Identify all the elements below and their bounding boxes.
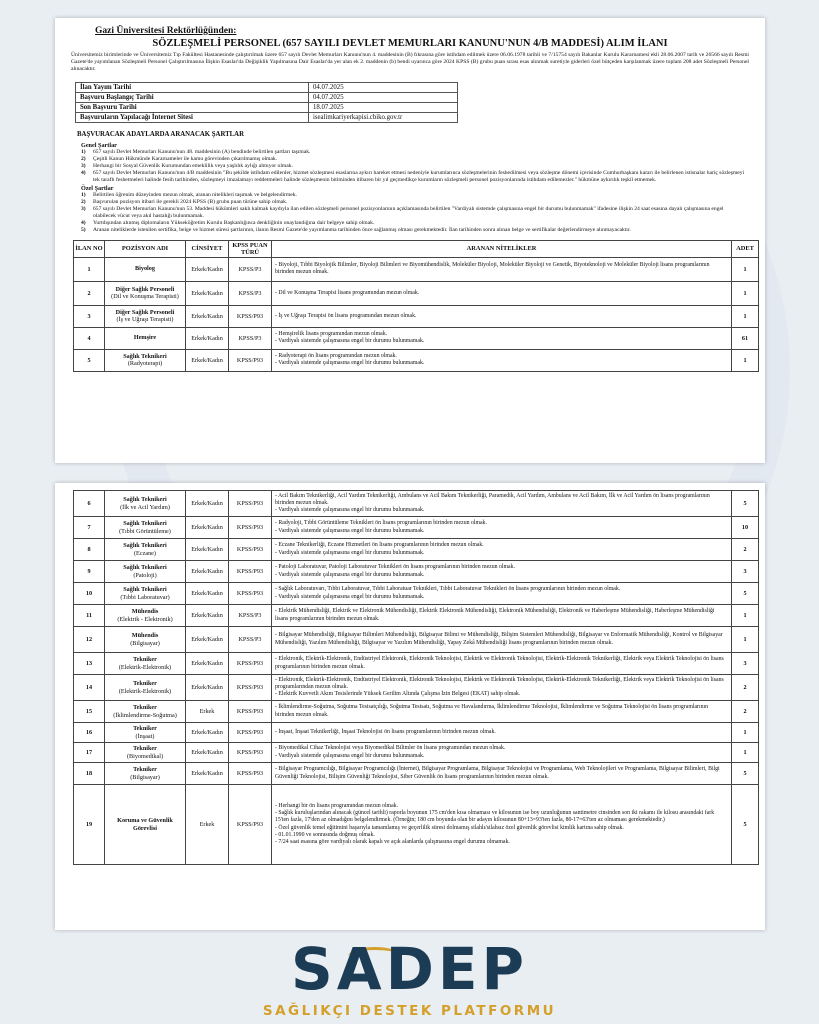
position-gender: Erkek/Kadın <box>186 605 229 627</box>
position-gender: Erkek/Kadın <box>186 763 229 785</box>
position-requirements <box>272 653 732 675</box>
position-subtitle: (Bilgisayar) <box>130 639 160 647</box>
condition-text: 657 sayılı Devlet Memurları Kanunu'nun 4/B maddesinin "Bu şekilde istihdam edilenler, hizmet sözleşmesi esaslarına aykırı hareket etmesi nedeniyle kurumlarınca sözleşmelerinin feshedilmesi veya sözleşme dönemi içerisinde Cumhurbaşkanı kararı ile belirlenen istisnalar hariç sözleşmeyi tek taraflı feshetmeleri halinde fesih tarihinden, sözleşmeyi imzalamayı reddetmeleri halinde sözleşmenin bitiminden itibaren bir yıl geçmedikçe kurumların sözleşmeli personel pozisyonlarında istihdam edilemezler." hükmüne aykırılık teşkil etmemek. <box>93 169 745 183</box>
position-kpss: KPSS/P93 <box>229 723 272 743</box>
date-value: 04.07.2025 <box>309 82 458 92</box>
position-count: 2 <box>732 701 759 723</box>
table-row <box>74 257 759 281</box>
position-name-cell <box>105 539 186 561</box>
position-count: 1 <box>732 305 759 327</box>
table-row <box>74 349 759 371</box>
table-row <box>74 605 759 627</box>
position-gender: Erkek <box>186 701 229 723</box>
position-name-cell <box>105 491 186 517</box>
position-title: Koruma ve Güvenlik Görevlisi <box>117 817 173 832</box>
position-gender: Erkek/Kadın <box>186 675 229 701</box>
col-header-count: ADET <box>732 240 759 257</box>
position-subtitle: (Bilgisayar) <box>130 773 160 781</box>
position-gender: Erkek/Kadın <box>186 349 229 371</box>
position-count: 1 <box>732 605 759 627</box>
position-gender: Erkek/Kadın <box>186 517 229 539</box>
positions-table-1 <box>73 240 759 372</box>
position-name-cell <box>105 723 186 743</box>
position-title: Mühendis <box>131 632 159 640</box>
condition-number: 4) <box>81 219 86 226</box>
position-count: 1 <box>732 281 759 305</box>
position-subtitle: (İklimlendirme-Soğutma) <box>113 711 177 719</box>
position-subtitle: (Patoloji) <box>133 571 157 579</box>
requirement-line: - Hemşirelik lisans programından mezun olmak. <box>275 330 388 337</box>
condition-text: Başvurulan pozisyon itibari ile gerekli 2024 KPSS (B) grubu puan türüne sahip olmak. <box>93 198 288 205</box>
position-kpss: KPSS/P93 <box>229 561 272 583</box>
position-title: Tekniker <box>133 680 157 688</box>
position-title: Tekniker <box>133 704 157 712</box>
condition-item <box>81 156 747 163</box>
date-label: İlan Yayım Tarihi <box>76 82 309 92</box>
condition-number: 2) <box>81 198 86 205</box>
position-name-cell <box>105 675 186 701</box>
position-subtitle: (Eczane) <box>134 549 156 557</box>
general-conditions-list <box>81 149 747 184</box>
brand-logo: SADEP <box>291 935 528 1003</box>
requirement-line: - Biyomedikal Cihaz Teknolojisi veya Biyomedikal Bilimler ön lisans programından mezun olmak. <box>275 745 506 752</box>
position-gender: Erkek/Kadın <box>186 723 229 743</box>
condition-text: Yurtdışından alınmış diplomaların Yükseköğretim Kurulu Başkanlığınca denkliğinin onaylandığına dair belgeye sahip olmak. <box>93 219 375 226</box>
position-name-cell <box>105 763 186 785</box>
col-header-gender: CİNSİYET <box>186 240 229 257</box>
date-value: isealimkariyerkapisi.cbiko.gov.tr <box>309 112 458 122</box>
condition-number: 3) <box>81 162 86 169</box>
requirement-line: - Dil ve Konuşma Terapisi lisans programından mezun olmak. <box>275 289 420 296</box>
position-subtitle: (Elektrik-Elektronik) <box>118 687 172 695</box>
position-kpss: KPSS/P93 <box>229 701 272 723</box>
condition-number: 5) <box>81 226 86 233</box>
position-number: 9 <box>74 561 105 583</box>
position-subtitle: (Dil ve Konuşma Terapisti) <box>111 293 179 301</box>
col-header-requirements: ARANAN NİTELİKLER <box>272 240 732 257</box>
table-header-row <box>74 240 759 257</box>
position-number: 11 <box>74 605 105 627</box>
requirement-line: - Acil Bakım Teknikerliği, Acil Yardım Teknikerliği, Ambulans ve Acil Bakım Teknikerliği, Paramedik, Acil Yardım, Ambulans ve Acil Bakım, İlk ve Acil Yardım ön lisans programlarının birinden mezun olmak. <box>275 492 710 506</box>
position-kpss: KPSS/P3 <box>229 627 272 653</box>
table-row <box>74 305 759 327</box>
position-number: 13 <box>74 653 105 675</box>
condition-item <box>81 227 747 234</box>
position-title: Hemşire <box>133 334 157 342</box>
requirement-line: - Sağlık kuruluşlarından alınacak (güncel tarihli) raporla boyunun 175 cm'den kısa olmaması ve kilosunun ise boy uzunluğunun santimetre cinsinden son iki rakamı ile kilosu arasındaki fark 15'ten fazla, 17'den az olmadığını belgelendirmek. (Örneğin; 180 cm boyunda olan bir adayın kilosunun 80+13=93'ten fazla, 80-17=63'ten az olmaması gerekmektedir.) <box>275 810 715 824</box>
position-number: 10 <box>74 583 105 605</box>
position-number: 14 <box>74 675 105 701</box>
position-number: 2 <box>74 281 105 305</box>
position-kpss: KPSS/P3 <box>229 257 272 281</box>
position-number: 3 <box>74 305 105 327</box>
condition-number: 2) <box>81 155 86 162</box>
requirement-line: - Elektronik, Elektrik-Elektronik, Endüstriyel Elektronik, Elektronik Teknolojisi, Elektrik ve Elektronik Teknolojisi, Elektrik-Elektronik Teknikerliği, Elektrik veya Elektrik Teknolojisi ön lisans programlarının birinden mezun olmak. <box>275 656 724 670</box>
requirement-line: - Elektrik Kuvvetli Akım Tesislerinde Yüksek Gerilim Altında Çalışma İzin Belgesi (EKAT) sahip olmak. <box>275 691 521 698</box>
special-conditions-title: Özel Şartlar <box>81 184 114 192</box>
position-title: Mühendis <box>131 608 159 616</box>
document-page-1 <box>55 18 765 463</box>
position-count: 3 <box>732 561 759 583</box>
date-row <box>76 102 458 112</box>
position-count: 61 <box>732 327 759 349</box>
requirement-line: - Radyoterapi ön lisans programından mezun olmak. <box>275 352 397 359</box>
position-name-cell <box>105 561 186 583</box>
position-subtitle: (Tıbbi Laboratuvar) <box>120 593 170 601</box>
requirement-line: - 7/24 saat esasına göre vardiyalı olarak kapalı ve açık alanlarda çalışmasına engel durumu olmamak. <box>275 838 510 845</box>
position-name-cell <box>105 305 186 327</box>
position-name-cell <box>105 785 186 865</box>
position-number: 1 <box>74 257 105 281</box>
requirement-line: - İş ve Uğraşı Terapisi ön lisans programından mezun olmak. <box>275 312 417 319</box>
position-requirements <box>272 785 732 865</box>
condition-item <box>81 170 747 184</box>
table-row <box>74 763 759 785</box>
position-title: Tekniker <box>133 725 157 733</box>
position-title: Sağlık Teknikeri <box>123 520 167 528</box>
position-requirements <box>272 539 732 561</box>
position-gender: Erkek/Kadın <box>186 257 229 281</box>
requirement-line: - Patoloji Laboratuvar, Patoloji Laboratuvar Teknikleri ön lisans programlarının birinden mezun olmak. <box>275 564 515 571</box>
requirement-line: - Sağlık Laboratuvarı, Tıbbi Laboratuvar, Tıbbi Laboratuar Teknikleri, Tıbbi Laboratuvar Teknikleri ön lisans programlarının birinden mezun olmak. <box>275 586 621 593</box>
position-title: Tekniker <box>133 766 157 774</box>
position-kpss: KPSS/P3 <box>229 281 272 305</box>
table-row <box>74 743 759 763</box>
requirement-line: - Elektrik Mühendisliği, Elektrik ve Elektronik Mühendisliği, Elektrik Elektronik Mühendisliği, Elektronik Mühendisliği, Elektronik ve Haberleşme Mühendisliği, Haberleşme Mühendisliği lisans programlarının birinden mezun olmak. <box>275 608 715 622</box>
date-value: 04.07.2025 <box>309 92 458 102</box>
table-row <box>74 327 759 349</box>
position-count: 2 <box>732 675 759 701</box>
position-subtitle: (İnşaat) <box>135 732 155 740</box>
position-kpss: KPSS/P93 <box>229 653 272 675</box>
position-kpss: KPSS/P93 <box>229 763 272 785</box>
brand-tagline: SAĞLIKÇI DESTEK PLATFORMU <box>262 1003 557 1019</box>
position-name-cell <box>105 605 186 627</box>
condition-number: 4) <box>81 169 86 176</box>
requirement-line: - Vardiyalı sistemde çalışmasına engel bir durumu bulunmamak. <box>275 752 425 759</box>
condition-text: Herhangi bir Sosyal Güvenlik Kurumundan emeklilik veya yaşlılık aylığı almıyor olmak. <box>93 162 293 169</box>
table-row <box>74 701 759 723</box>
position-requirements <box>272 305 732 327</box>
position-count: 1 <box>732 743 759 763</box>
position-name-cell <box>105 281 186 305</box>
institution-heading: Gazi Üniversitesi Rektörlüğünden: <box>95 26 237 36</box>
requirement-line: - İklimlendirme-Soğutma, Soğutma Tesisatçılığı, Soğutma Tesisatı, Soğutma ve Havalandırma, İklimlendirme Teknolojisi, İklimlendirme ve Soğutma Teknolojisi ön lisans programlarının birinden mezun olmak. <box>275 704 708 718</box>
condition-text: Çeşitli Kanun Hükmünde Kararnameler ile kamu görevinden çıkarılmamış olmak. <box>93 155 278 162</box>
condition-item <box>81 149 747 156</box>
position-kpss: KPSS/P93 <box>229 675 272 701</box>
position-subtitle: (Biyomedikal) <box>126 752 164 760</box>
position-title: Tekniker <box>133 745 157 753</box>
col-header-kpss: KPSS PUAN TÜRÜ <box>229 240 272 257</box>
dates-table <box>75 82 458 123</box>
table-row <box>74 583 759 605</box>
position-gender: Erkek <box>186 785 229 865</box>
position-number: 16 <box>74 723 105 743</box>
position-subtitle: (İlk ve Acil Yardım) <box>120 503 170 511</box>
date-label: Başvuruların Yapılacağı İnternet Sitesi <box>76 112 309 122</box>
position-number: 15 <box>74 701 105 723</box>
condition-number: 1) <box>81 148 86 155</box>
position-count: 1 <box>732 257 759 281</box>
requirement-line: - Radyoloji, Tıbbi Görüntüleme Teknikleri ön lisans programlarının birinden mezun olmak. <box>275 520 487 527</box>
intro-paragraph: Üniversitemiz birimlerinde ve Üniversitemiz Tıp Fakültesi Hastanesinde çalıştırılmak üzere 657 sayılı Devlet Memurları Kanunu'nun 4. maddesinin (B) fıkrasına göre istihdam edilmek üzere 06.06.1978 tarihli ve 7/15754 sayılı Bakanlar Kurulu Kararnamesi ekli 28.06.2007 tarih ve 26566 sayılı Resmi Gazete'de yayımlanan Sözleşmeli Personel Çalıştırılmasına İlişkin Esaslar'da Değişiklik Yapılmasına Dair Esaslar'da yer alan ek 2. maddenin (b) bendi uyarınca göre 2024 KPSS (B) grubu puan sırası esas alınmak suretiyle giderleri özel bütçeden karşılanmak üzere toplam 208 adet Sözleşmeli Personel alınacaktır. <box>71 52 749 73</box>
date-row <box>76 82 458 92</box>
position-number: 6 <box>74 491 105 517</box>
date-label: Başvuru Başlangıç Tarihi <box>76 92 309 102</box>
requirement-line: - Vardiyalı sistemde çalışmasına engel bir durumu bulunmamak. <box>275 593 425 600</box>
requirement-line: - Vardiyalı sistemde çalışmasına engel bir durumu bulunmamak. <box>275 549 425 556</box>
requirement-line: - İnşaat, İnşaat Teknikerliği, İnşaat Teknolojisi ön lisans programlarının birinden mezun olmak. <box>275 728 496 735</box>
table-row <box>74 281 759 305</box>
position-gender: Erkek/Kadın <box>186 281 229 305</box>
position-count: 10 <box>732 517 759 539</box>
condition-text: Aranan niteliklerde istenilen sertifika, belge ve hizmet süresi şartlarının, ilanın Resmi Gazete'de yayımlanma tarihinden önce sağlanmış olması gerekmektedir. İlan tarihinden sonra alınan belge ve sertifikalar değerlendirmeye alınmayacaktır. <box>93 226 631 233</box>
position-name-cell <box>105 517 186 539</box>
position-gender: Erkek/Kadın <box>186 491 229 517</box>
position-count: 1 <box>732 627 759 653</box>
position-count: 5 <box>732 763 759 785</box>
requirement-line: - Vardiyalı sistemde çalışmasına engel bir durumu bulunmamak. <box>275 527 425 534</box>
position-requirements <box>272 583 732 605</box>
position-kpss: KPSS/P93 <box>229 583 272 605</box>
position-count: 5 <box>732 583 759 605</box>
position-gender: Erkek/Kadın <box>186 305 229 327</box>
position-name-cell <box>105 257 186 281</box>
position-name-cell <box>105 701 186 723</box>
special-conditions-list <box>81 192 747 234</box>
requirement-line: - Elektronik, Elektrik-Elektronik, Endüstriyel Elektronik, Elektronik Teknolojisi, Elektrik ve Elektronik Teknolojisi, Elektrik-Elektronik Teknikerliği, Elektrik veya Elektrik Teknolojisi ön lisans programlarından mezun olmak. <box>275 676 724 690</box>
condition-item <box>81 199 747 206</box>
position-title: Sağlık Teknikeri <box>123 352 167 360</box>
position-requirements <box>272 675 732 701</box>
position-number: 18 <box>74 763 105 785</box>
col-header-position: POZİSYON ADI <box>105 240 186 257</box>
requirement-line: - Vardiyalı sistemde çalışmasına engel bir durumu bulunmamak. <box>275 571 425 578</box>
table-row <box>74 627 759 653</box>
condition-text: 657 sayılı Devlet Memurları Kanunu'nun 48. maddesinin (A) bendinde belirtilen şartları taşımak. <box>93 148 311 155</box>
position-requirements <box>272 327 732 349</box>
position-kpss: KPSS/P93 <box>229 305 272 327</box>
table-row <box>74 539 759 561</box>
position-subtitle: (İş ve Uğraşı Terapisti) <box>116 316 174 324</box>
requirement-line: - Bilgisayar Mühendisliği, Bilgisayar Bilimleri Mühendisliği, Bilgisayar Bilimi ve Mühendisliği, Bilişim Sistemleri Mühendisliği, Bilgisayar ve Enformatik Mühendisliği, Kontrol ve Bilgisayar Mühendisliği, Yazılım Mühendisliği, Bilgisayar ve Yazılım Mühendisliği, Yapay Zekâ Mühendisliği lisans programlarının birinden mezun olmak. <box>275 632 723 646</box>
position-kpss: KPSS/P93 <box>229 491 272 517</box>
position-count: 5 <box>732 785 759 865</box>
date-row <box>76 92 458 102</box>
general-conditions-title: Genel Şartlar <box>81 141 117 149</box>
condition-item <box>81 192 747 199</box>
position-count: 5 <box>732 491 759 517</box>
requirement-line: - Eczane Teknikerliği, Eczane Hizmetleri ön lisans programlarının birinden mezun olmak. <box>275 542 484 549</box>
position-title: Diğer Sağlık Personeli <box>115 285 175 293</box>
position-number: 4 <box>74 327 105 349</box>
table-row <box>74 675 759 701</box>
position-requirements <box>272 561 732 583</box>
requirement-line: - 01.01.1990 ve sonrasında doğmuş olmak. <box>275 831 375 838</box>
position-kpss: KPSS/P3 <box>229 327 272 349</box>
position-number: 17 <box>74 743 105 763</box>
position-requirements <box>272 723 732 743</box>
requirement-line: - Vardiyalı sistemde çalışmasına engel bir durumu bulunmamak. <box>275 507 425 514</box>
position-number: 12 <box>74 627 105 653</box>
requirement-line: - Biyoloji, Tıbbi Biyolojik Bilimler, Biyoloji Bilimleri ve Biyomühendislik, Moleküler Biyoloji, Moleküler Biyoloji ve Genetik, Biyoteknoloji ve Moleküler Biyoloji lisans programlarının birinden mezun olmak. <box>275 261 710 276</box>
position-gender: Erkek/Kadın <box>186 539 229 561</box>
position-number: 8 <box>74 539 105 561</box>
position-subtitle: (Radyoterapi) <box>127 360 163 368</box>
position-requirements <box>272 763 732 785</box>
position-gender: Erkek/Kadın <box>186 327 229 349</box>
position-gender: Erkek/Kadın <box>186 583 229 605</box>
date-value: 18.07.2025 <box>309 102 458 112</box>
requirement-line: - Özel güvenlik temel eğitimini başarıyla tamamlamış ve geçerlilik süresi dolmamış silahlı/silahsız özel güvenlik görevlisi kimlik kartına sahip olmak. <box>275 824 624 831</box>
condition-item <box>81 206 747 220</box>
requirement-line: - Vardiyalı sistemde çalışmasına engel bir durumu bulunmamak. <box>275 338 425 345</box>
position-requirements <box>272 627 732 653</box>
condition-number: 1) <box>81 191 86 198</box>
position-title: Diğer Sağlık Personeli <box>115 308 175 316</box>
position-kpss: KPSS/P93 <box>229 539 272 561</box>
position-name-cell <box>105 653 186 675</box>
condition-text: 657 sayılı Devlet Memurları Kanunu'nun 53. Maddesi hükümleri saklı kalmak kaydıyla ilan edilen sözleşmeli personel pozisyonlarının açıklamasında belirtilen "Vardiyalı sistemde çalışmasına engel bir durumu bulunmamak" ifadesine ilişkin 24 saat esasına dayalı çalışmasına engel olabilecek vücut veya akıl hastalığı bulunmamak. <box>93 205 724 219</box>
position-subtitle: (Elektrik-Elektronik) <box>118 663 172 671</box>
position-requirements <box>272 743 732 763</box>
position-requirements <box>272 349 732 371</box>
position-kpss: KPSS/P93 <box>229 517 272 539</box>
position-gender: Erkek/Kadın <box>186 627 229 653</box>
position-number: 5 <box>74 349 105 371</box>
position-kpss: KPSS/P93 <box>229 349 272 371</box>
position-gender: Erkek/Kadın <box>186 653 229 675</box>
table-row <box>74 723 759 743</box>
position-number: 19 <box>74 785 105 865</box>
position-name-cell <box>105 627 186 653</box>
requirement-line: - Herhangi bir ön lisans programından mezun olmak. <box>275 802 398 809</box>
position-name-cell <box>105 349 186 371</box>
position-count: 2 <box>732 539 759 561</box>
position-name-cell <box>105 583 186 605</box>
position-count: 3 <box>732 653 759 675</box>
position-requirements <box>272 517 732 539</box>
position-requirements <box>272 281 732 305</box>
date-label: Son Başvuru Tarihi <box>76 102 309 112</box>
positions-table-2 <box>73 490 759 865</box>
position-subtitle: (Tıbbi Görüntüleme) <box>119 527 171 535</box>
position-gender: Erkek/Kadın <box>186 743 229 763</box>
requirement-line: - Vardiyalı sistemde çalışmasına engel bir durumu bulunmamak. <box>275 360 425 367</box>
position-title: Sağlık Teknikeri <box>123 586 167 594</box>
position-name-cell <box>105 743 186 763</box>
announcement-title: SÖZLEŞMELİ PERSONEL (657 SAYILI DEVLET MEMURLARI KANUNU'NUN 4/B MADDESİ) ALIM İLANI <box>152 38 668 49</box>
position-title: Sağlık Teknikeri <box>123 542 167 550</box>
table-row <box>74 785 759 865</box>
position-requirements <box>272 491 732 517</box>
position-kpss: KPSS/P93 <box>229 743 272 763</box>
date-row <box>76 112 458 122</box>
position-count: 1 <box>732 723 759 743</box>
table-row <box>74 517 759 539</box>
position-kpss: KPSS/P93 <box>229 785 272 865</box>
conditions-title: BAŞVURACAK ADAYLARDA ARANACAK ŞARTLAR <box>77 130 244 138</box>
requirement-line: - Bilgisayar Programcılığı, Bilgisayar Programcılığı (İnternet), Bilgisayar Programlama, Bilgisayar Teknolojisi ve Programlama, Web Teknolojileri ve Programlama, Bilgisayar Bilimleri, Bilgi Güvenliği Teknolojisi, Bilişim Güvenliği Teknolojisi, Siber Güvenlik ön lisans programlarının birinden mezun olmak. <box>275 766 720 780</box>
position-requirements <box>272 701 732 723</box>
table-row <box>74 653 759 675</box>
position-number: 7 <box>74 517 105 539</box>
position-subtitle: (Elektrik - Elektronik) <box>117 615 173 623</box>
position-requirements <box>272 605 732 627</box>
position-title: Sağlık Teknikeri <box>123 496 167 504</box>
position-count: 1 <box>732 349 759 371</box>
condition-item <box>81 220 747 227</box>
condition-item <box>81 163 747 170</box>
table-row <box>74 561 759 583</box>
table-row <box>74 491 759 517</box>
position-title: Biyolog <box>135 265 155 273</box>
col-header-no: İLAN NO <box>74 240 105 257</box>
condition-number: 3) <box>81 205 86 212</box>
position-title: Sağlık Teknikeri <box>123 564 167 572</box>
position-kpss: KPSS/P3 <box>229 605 272 627</box>
condition-text: Belirtilen öğrenim düzeyinden mezun olmak, aranan nitelikleri taşımak ve belgelendirmek. <box>93 191 297 198</box>
position-title: Tekniker <box>133 656 157 664</box>
position-gender: Erkek/Kadın <box>186 561 229 583</box>
position-name-cell <box>105 327 186 349</box>
document-page-2 <box>55 483 765 930</box>
position-requirements <box>272 257 732 281</box>
